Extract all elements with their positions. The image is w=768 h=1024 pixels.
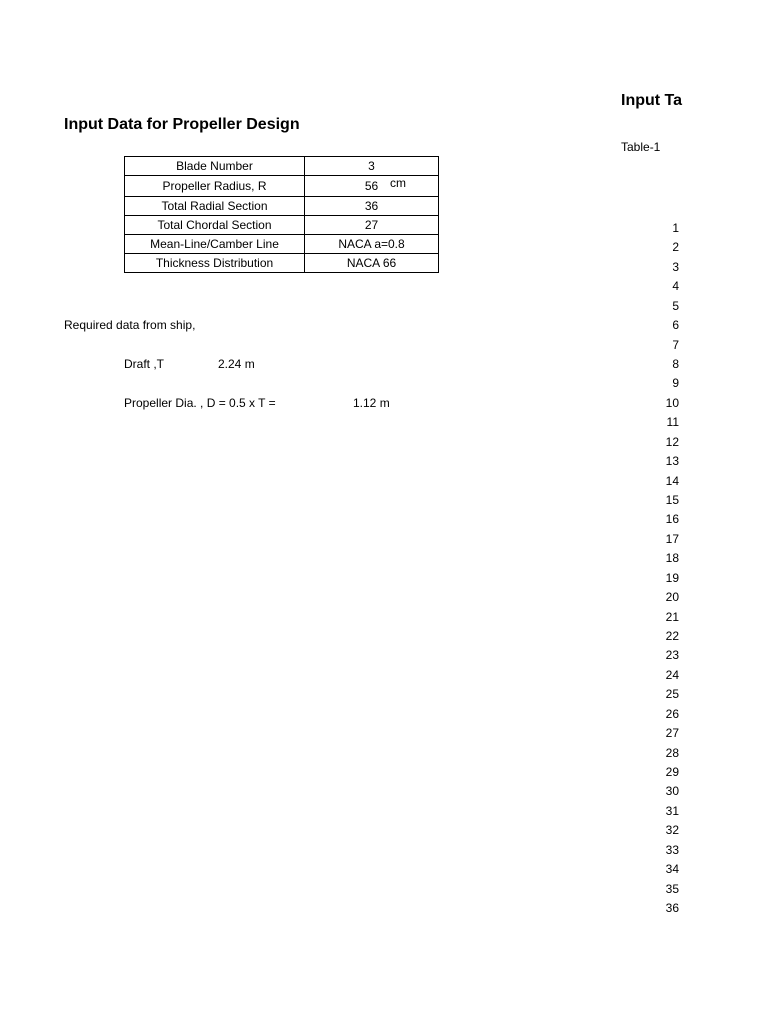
table-row: [125, 176, 439, 197]
row-number: 25: [665, 687, 679, 702]
param-value: 27: [305, 216, 439, 235]
right-heading: Input Ta: [621, 92, 683, 109]
propeller-diameter-label: Propeller Dia. , D = 0.5 x T =: [124, 396, 276, 410]
row-number: 11: [666, 415, 679, 430]
table-row: [125, 235, 439, 254]
table-row: [125, 216, 439, 235]
row-number: 21: [665, 609, 679, 624]
row-number: 36: [665, 901, 679, 916]
row-number: 10: [665, 395, 679, 410]
row-number: 1: [672, 221, 679, 235]
param-value-cell: [305, 176, 439, 197]
param-label: Total Radial Section: [125, 197, 305, 216]
row-number: 19: [665, 570, 679, 585]
param-unit: cm: [390, 176, 406, 190]
draft-value: 2.24 m: [218, 357, 255, 371]
draft-label: Draft ,T: [124, 357, 165, 371]
row-number: 34: [665, 862, 679, 877]
table-row: [125, 254, 439, 273]
row-number: 29: [665, 765, 679, 780]
row-number: 22: [665, 629, 679, 644]
row-number: 26: [665, 706, 679, 721]
row-number: 13: [665, 454, 679, 469]
page-title: Input Data for Propeller Design: [64, 116, 300, 133]
param-value: 56: [364, 179, 379, 193]
param-label: Blade Number: [125, 157, 305, 176]
row-number: 9: [672, 376, 679, 391]
row-number: 5: [672, 298, 679, 313]
row-number: 7: [672, 337, 679, 352]
table-row: [125, 197, 439, 216]
row-number: 12: [665, 434, 679, 449]
row-number: 8: [672, 357, 679, 371]
param-value: NACA 66: [305, 254, 439, 273]
row-number: 32: [665, 823, 679, 838]
row-number: 18: [665, 551, 679, 566]
row-number: 20: [665, 590, 679, 605]
row-number: 2: [672, 240, 679, 255]
row-number: 3: [672, 259, 679, 274]
propeller-diameter-value: 1.12 m: [353, 396, 390, 410]
row-number: 27: [665, 726, 679, 741]
row-number: 17: [665, 531, 679, 546]
row-number: 28: [665, 745, 679, 760]
row-number: 14: [665, 473, 679, 488]
input-data-table: [124, 156, 439, 273]
row-number: 15: [665, 493, 679, 508]
param-label: Mean-Line/Camber Line: [125, 235, 305, 254]
param-value: 36: [305, 197, 439, 216]
ship-data-intro: Required data from ship,: [64, 318, 196, 332]
row-number: 33: [665, 842, 679, 857]
param-label: Total Chordal Section: [125, 216, 305, 235]
param-label: Thickness Distribution: [125, 254, 305, 273]
table-caption: Table-1: [621, 140, 661, 154]
row-number: 6: [672, 318, 679, 333]
param-value: NACA a=0.8: [305, 235, 439, 254]
row-number: 16: [665, 512, 679, 527]
row-number: 31: [665, 803, 679, 818]
row-number: 4: [672, 279, 679, 294]
param-value: 3: [305, 157, 439, 176]
row-number: 23: [665, 648, 679, 663]
row-number: 30: [665, 784, 679, 799]
row-number: 24: [665, 667, 679, 682]
param-label: Propeller Radius, R: [125, 176, 305, 197]
row-number: 35: [665, 881, 679, 896]
